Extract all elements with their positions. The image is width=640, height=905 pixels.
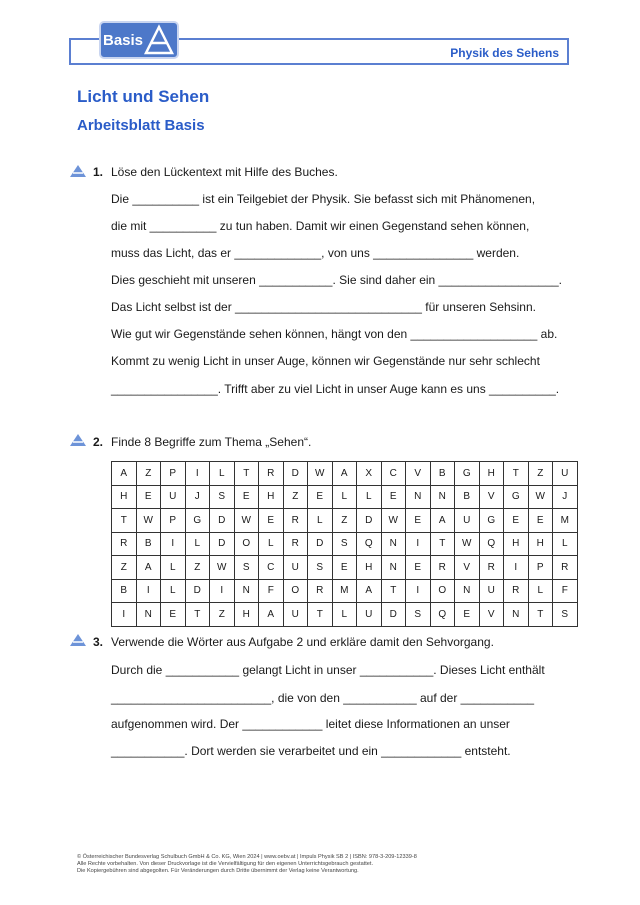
grid-cell: E [308, 485, 333, 509]
grid-cell: S [308, 556, 333, 580]
grid-cell: V [479, 485, 504, 509]
grid-cell: W [528, 485, 553, 509]
grid-cell: E [381, 485, 406, 509]
grid-cell: I [210, 579, 235, 603]
grid-cell: T [112, 509, 137, 533]
grid-cell: L [308, 509, 333, 533]
grid-cell: E [406, 556, 431, 580]
grid-cell: U [455, 509, 480, 533]
grid-cell: Z [210, 603, 235, 627]
grid-cell: R [283, 509, 308, 533]
grid-cell: S [553, 603, 578, 627]
grid-cell: U [283, 556, 308, 580]
grid-cell: E [406, 509, 431, 533]
grid-cell: R [430, 556, 455, 580]
grid-cell: W [381, 509, 406, 533]
task1-line: die mit __________ zu tun haben. Damit wir einen Gegenstand sehen können, [111, 219, 530, 233]
grid-cell: N [234, 579, 259, 603]
grid-row [112, 579, 578, 603]
grid-cell: N [406, 485, 431, 509]
grid-cell: D [210, 509, 235, 533]
grid-cell: W [455, 532, 480, 556]
grid-cell: E [332, 556, 357, 580]
grid-cell: E [528, 509, 553, 533]
task3-line: Durch die ___________ gelangt Licht in unser ___________. Dieses Licht enthält [111, 663, 545, 677]
grid-cell: Q [479, 532, 504, 556]
grid-cell: F [259, 579, 284, 603]
grid-cell: W [210, 556, 235, 580]
grid-cell: G [185, 509, 210, 533]
grid-cell: A [357, 579, 382, 603]
header-title: Physik des Sehens [450, 46, 559, 60]
difficulty-icon [69, 633, 87, 647]
task1-instruction: Löse den Lückentext mit Hilfe des Buches. [111, 165, 338, 179]
grid-cell: R [553, 556, 578, 580]
grid-cell: V [406, 462, 431, 486]
grid-cell: B [430, 462, 455, 486]
grid-cell: L [259, 532, 284, 556]
grid-cell: O [283, 579, 308, 603]
grid-cell: A [112, 462, 137, 486]
grid-cell: Z [136, 462, 161, 486]
grid-cell: H [528, 532, 553, 556]
grid-cell: R [283, 532, 308, 556]
grid-cell: U [283, 603, 308, 627]
grid-cell: D [283, 462, 308, 486]
grid-cell: O [430, 579, 455, 603]
grid-cell: B [455, 485, 480, 509]
grid-cell: N [381, 532, 406, 556]
grid-row [112, 532, 578, 556]
grid-cell: S [332, 532, 357, 556]
grid-cell: S [234, 556, 259, 580]
task1-line: muss das Licht, das er _____________, von uns _______________ werden. [111, 246, 520, 260]
grid-cell: X [357, 462, 382, 486]
grid-cell: H [479, 462, 504, 486]
grid-cell: L [332, 485, 357, 509]
grid-cell: T [528, 603, 553, 627]
grid-cell: D [210, 532, 235, 556]
grid-cell: T [504, 462, 529, 486]
grid-cell: T [234, 462, 259, 486]
grid-cell: N [381, 556, 406, 580]
grid-cell: A [430, 509, 455, 533]
basis-logo [99, 21, 179, 59]
grid-cell: F [553, 579, 578, 603]
grid-cell: E [455, 603, 480, 627]
grid-cell: Z [332, 509, 357, 533]
grid-cell: V [455, 556, 480, 580]
grid-cell: J [185, 485, 210, 509]
grid-cell: J [553, 485, 578, 509]
task3-line: ________________________, die von den ___________ auf der ___________ [111, 691, 535, 705]
grid-cell: L [161, 556, 186, 580]
grid-cell: W [234, 509, 259, 533]
grid-cell: I [406, 579, 431, 603]
grid-cell: Q [430, 603, 455, 627]
grid-row [112, 509, 578, 533]
grid-cell: N [455, 579, 480, 603]
grid-cell: H [504, 532, 529, 556]
grid-row [112, 462, 578, 486]
grid-cell: C [259, 556, 284, 580]
grid-cell: L [210, 462, 235, 486]
grid-cell: I [185, 462, 210, 486]
grid-cell: R [308, 579, 333, 603]
grid-cell: U [479, 579, 504, 603]
grid-row [112, 556, 578, 580]
grid-cell: W [308, 462, 333, 486]
grid-cell: T [430, 532, 455, 556]
task2-instruction: Finde 8 Begriffe zum Thema „Sehen“. [111, 435, 312, 449]
task1-line: Das Licht selbst ist der ____________________________ für unseren Sehsinn. [111, 300, 536, 314]
task2-number: 2. [93, 435, 104, 449]
task1-line: Die __________ ist ein Teilgebiet der Physik. Sie befasst sich mit Phänomenen, [111, 192, 536, 206]
grid-cell: R [112, 532, 137, 556]
grid-cell: E [161, 603, 186, 627]
grid-cell: L [161, 579, 186, 603]
grid-cell: D [381, 603, 406, 627]
grid-cell: G [504, 485, 529, 509]
grid-cell: B [112, 579, 137, 603]
grid-cell: I [161, 532, 186, 556]
task1-line: ________________. Trifft aber zu viel Licht in unser Auge kann es uns __________. [111, 382, 560, 396]
task1-line: Dies geschieht mit unseren ___________. Sie sind daher ein __________________. [111, 273, 563, 287]
grid-cell: L [185, 532, 210, 556]
grid-cell: G [455, 462, 480, 486]
grid-cell: C [381, 462, 406, 486]
grid-cell: L [357, 485, 382, 509]
grid-cell: H [112, 485, 137, 509]
task1-line: Kommt zu wenig Licht in unser Auge, können wir Gegenstände nur sehr schlecht [111, 354, 540, 368]
grid-cell: Q [357, 532, 382, 556]
grid-cell: Z [185, 556, 210, 580]
grid-cell: W [136, 509, 161, 533]
grid-row [112, 603, 578, 627]
grid-cell: P [161, 462, 186, 486]
grid-cell: U [553, 462, 578, 486]
grid-cell: T [185, 603, 210, 627]
grid-cell: E [504, 509, 529, 533]
grid-cell: D [185, 579, 210, 603]
page-subtitle: Arbeitsblatt Basis [77, 117, 205, 134]
task3-line: ___________. Dort werden sie verarbeitet und ein ____________ entsteht. [111, 744, 511, 758]
grid-cell: A [136, 556, 161, 580]
grid-cell: Z [112, 556, 137, 580]
grid-cell: A [259, 603, 284, 627]
grid-cell: P [161, 509, 186, 533]
grid-cell: S [406, 603, 431, 627]
grid-cell: E [259, 509, 284, 533]
task1-line: Wie gut wir Gegenstände sehen können, hängt von den ___________________ ab. [111, 327, 558, 341]
grid-cell: O [234, 532, 259, 556]
grid-cell: U [357, 603, 382, 627]
logo-text: Basis [103, 32, 144, 49]
grid-cell: H [259, 485, 284, 509]
difficulty-icon [69, 164, 87, 178]
grid-cell: N [504, 603, 529, 627]
grid-cell: I [504, 556, 529, 580]
task3-instruction: Verwende die Wörter aus Aufgabe 2 und erkläre damit den Sehvorgang. [111, 635, 494, 649]
grid-cell: I [136, 579, 161, 603]
grid-cell: S [210, 485, 235, 509]
grid-cell: T [381, 579, 406, 603]
grid-cell: H [357, 556, 382, 580]
grid-cell: E [234, 485, 259, 509]
word-search-grid [111, 461, 578, 627]
grid-cell: U [161, 485, 186, 509]
footer-line: Alle Rechte vorbehalten. Von dieser Druckvorlage ist die Vervielfältigung für den eigenen Unterrichtsgebrauch gestattet. [77, 861, 374, 868]
grid-cell: V [479, 603, 504, 627]
footer [77, 854, 417, 876]
task1-number: 1. [93, 165, 104, 179]
grid-cell: L [332, 603, 357, 627]
grid-cell: D [357, 509, 382, 533]
grid-cell: R [504, 579, 529, 603]
grid-cell: T [308, 603, 333, 627]
grid-row [112, 485, 578, 509]
grid-cell: E [136, 485, 161, 509]
task3-line: aufgenommen wird. Der ____________ leitet diese Informationen an unser [111, 717, 510, 731]
grid-cell: B [136, 532, 161, 556]
grid-cell: Z [283, 485, 308, 509]
grid-cell: D [308, 532, 333, 556]
grid-cell: R [259, 462, 284, 486]
grid-cell: M [332, 579, 357, 603]
grid-cell: I [112, 603, 137, 627]
grid-cell: N [430, 485, 455, 509]
grid-cell: I [406, 532, 431, 556]
footer-line: © Österreichischer Bundesverlag Schulbuch GmbH & Co. KG, Wien 2024 | www.oebv.at | Impuls Physik SB 2 | ISBN: 978-3-209-12339-8 [77, 854, 417, 860]
grid-cell: L [528, 579, 553, 603]
grid-cell: H [234, 603, 259, 627]
grid-cell: N [136, 603, 161, 627]
task3-number: 3. [93, 635, 104, 649]
difficulty-icon [69, 433, 87, 447]
grid-cell: A [332, 462, 357, 486]
grid-cell: L [553, 532, 578, 556]
page-title: Licht und Sehen [77, 87, 210, 106]
grid-cell: R [479, 556, 504, 580]
grid-cell: M [553, 509, 578, 533]
grid-cell: P [528, 556, 553, 580]
footer-line: Die Kopiergebühren sind abgegolten. Für Veränderungen durch Dritte übernimmt der Verlag keine Verantwortung. [77, 868, 359, 875]
grid-cell: G [479, 509, 504, 533]
grid-cell: Z [528, 462, 553, 486]
